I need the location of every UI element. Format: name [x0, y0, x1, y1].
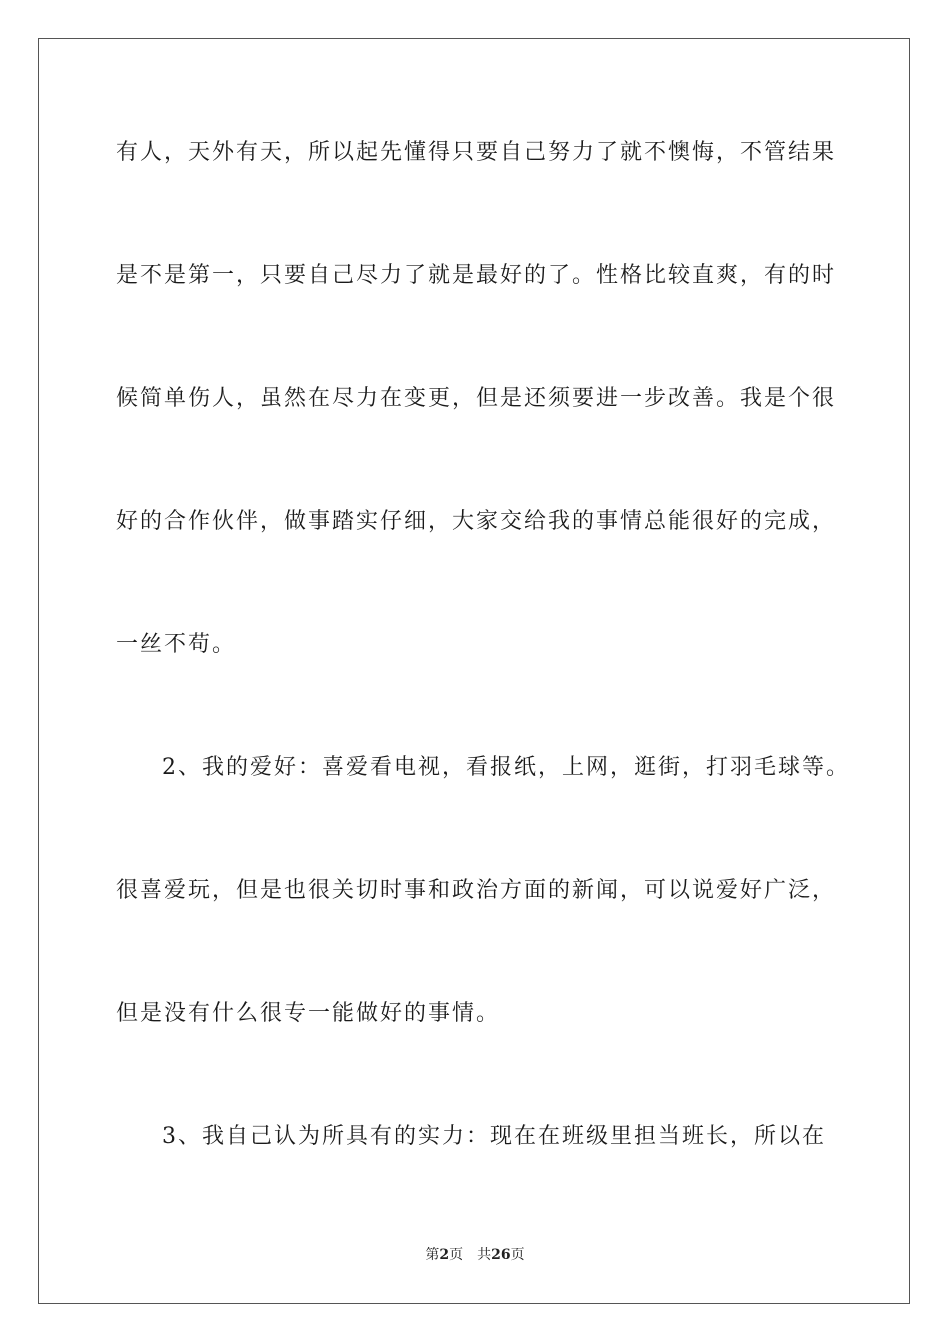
page-suffix: 页: [449, 1247, 464, 1263]
page-prefix: 第: [425, 1247, 440, 1263]
paragraph-line: 3、我自己认为所具有的实力：现在在班级里担当班长，所以在: [162, 1124, 826, 1149]
paragraph-line: 很喜爱玩，但是也很关切时事和政治方面的新闻，可以说爱好广泛，: [116, 878, 837, 903]
page-footer: [0, 1246, 950, 1264]
page-border: [38, 38, 910, 1304]
paragraph-line: 有人，天外有天，所以起先懂得只要自己努力了就不懊悔，不管结果: [116, 140, 837, 165]
page-number: 2: [439, 1247, 450, 1263]
total-suffix: 页: [510, 1247, 525, 1263]
total-pages: 26: [491, 1247, 511, 1263]
paragraph-line: 但是没有什么很专一能做好的事情。: [116, 1001, 501, 1026]
total-prefix: 共: [477, 1247, 492, 1263]
paragraph-line: 一丝不苟。: [116, 632, 237, 657]
paragraph-line: 是不是第一，只要自己尽力了就是最好的了。性格比较直爽，有的时: [116, 263, 837, 288]
paragraph-line: 2、我的爱好：喜爱看电视，看报纸，上网，逛街，打羽毛球等。: [162, 755, 850, 780]
paragraph-line: 好的合作伙伴，做事踏实仔细，大家交给我的事情总能很好的完成，: [116, 509, 837, 534]
paragraph-line: 候简单伤人，虽然在尽力在变更，但是还须要进一步改善。我是个很: [116, 386, 837, 411]
